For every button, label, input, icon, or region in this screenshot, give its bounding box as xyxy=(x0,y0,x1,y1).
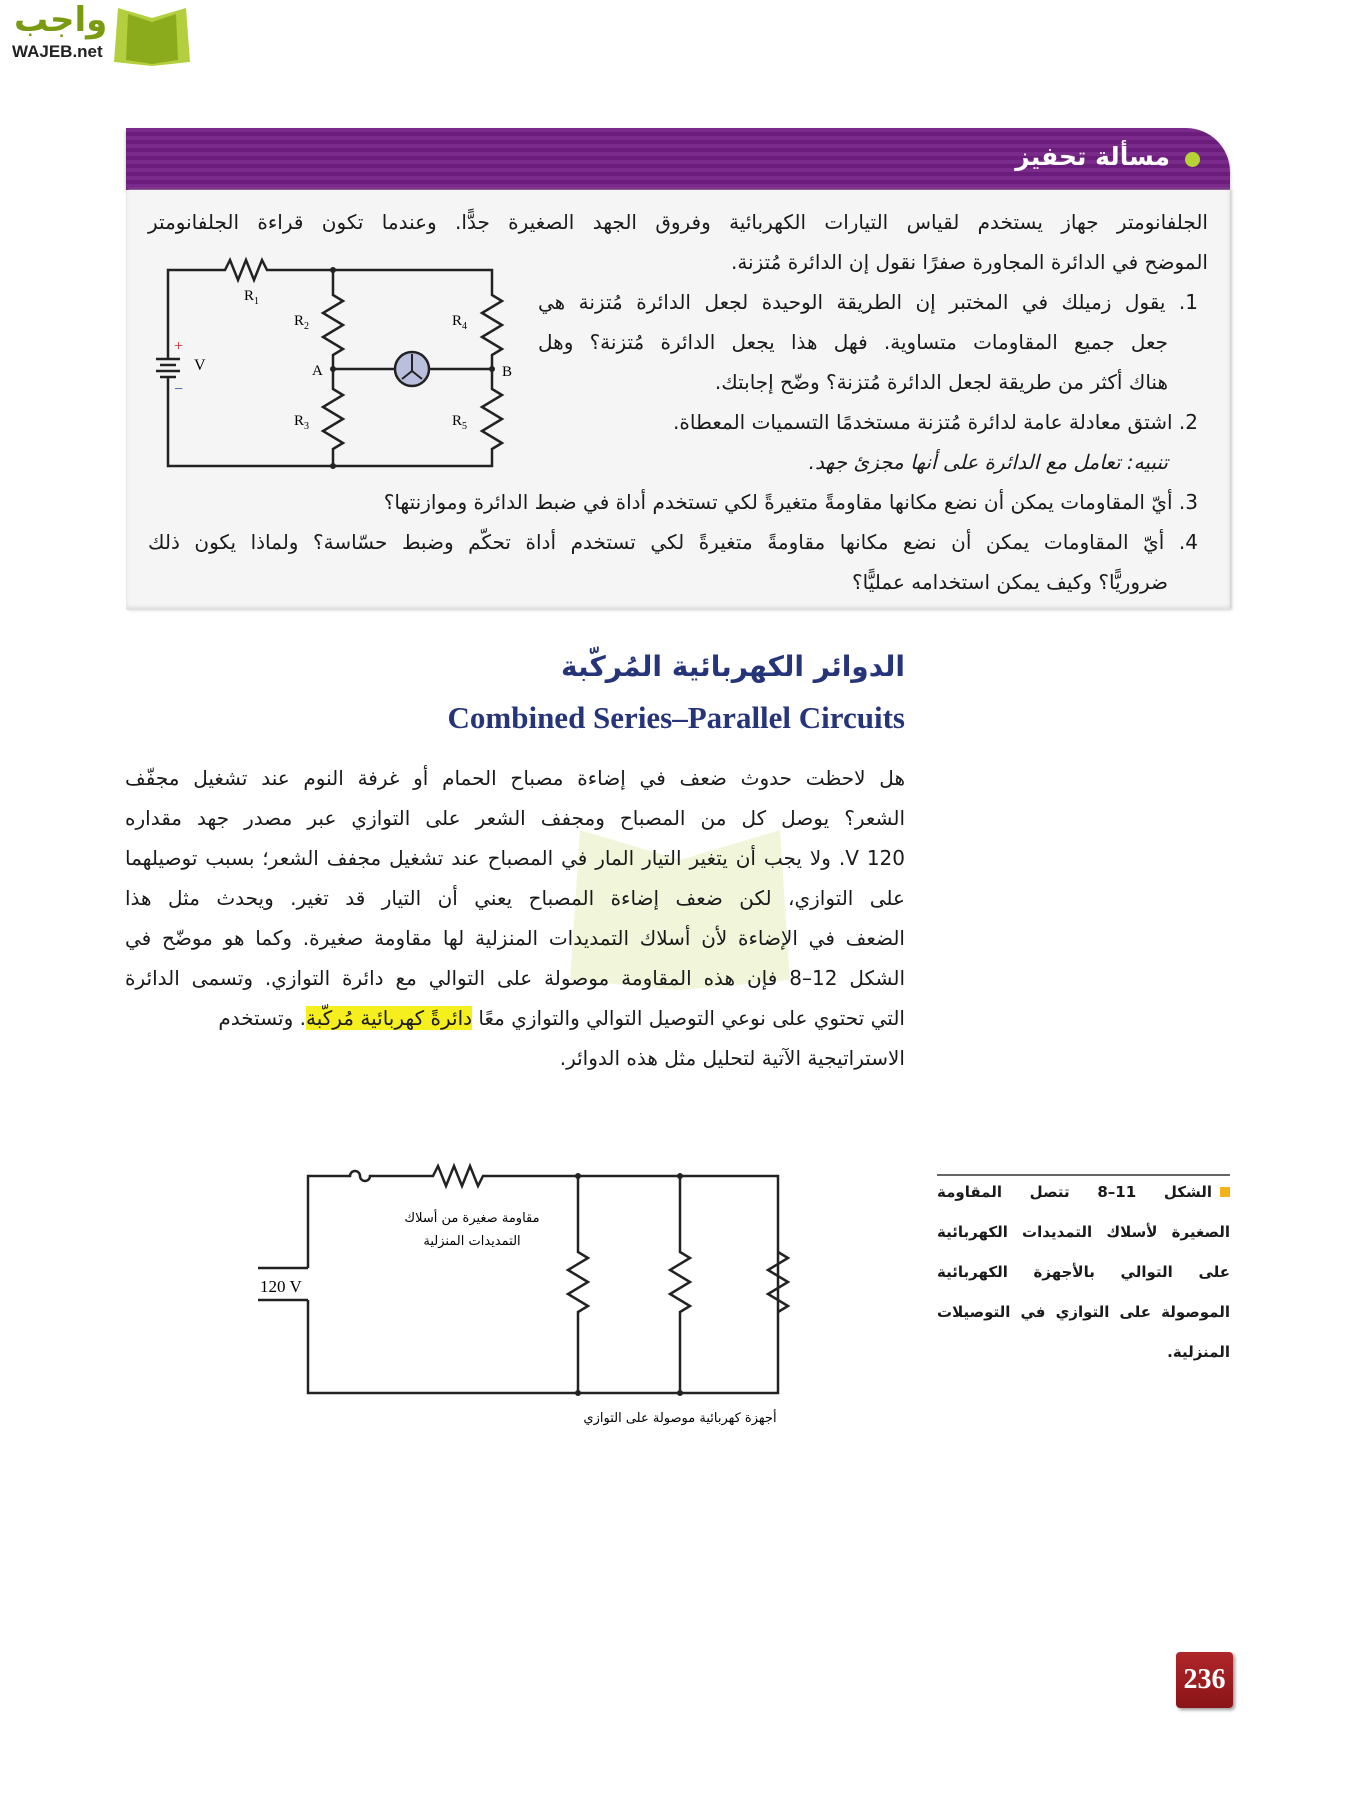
square-bullet-icon xyxy=(1220,1187,1230,1197)
figure-caption: على التوالي بالأجهزة الكهربائية xyxy=(937,1263,1230,1281)
label-b: B xyxy=(502,364,513,380)
label-r3: R xyxy=(294,413,305,429)
question-4: ضروريًّا؟ وكيف يمكن استخدامه عمليًّا؟ xyxy=(852,570,1168,594)
voltage-label: 120 V xyxy=(260,1277,302,1296)
figure-caption: الشكل 11–8 تتصل المقاومة xyxy=(937,1183,1230,1201)
page-number: 236 xyxy=(1176,1652,1233,1708)
wire-resistance-label: التمديدات المنزلية xyxy=(423,1234,521,1249)
body-line: الضعف في الإضاءة لأن أسلاك التمديدات المنزلية لها مقاومة صغيرة. وكما هو موضّح في xyxy=(125,926,905,950)
body-line: الشعر؟ يوصل كل من المصباح ومجفف الشعر على التوازي عبر مصدر جهد مقداره xyxy=(125,806,905,830)
challenge-title: مسألة تحفيز xyxy=(1015,142,1170,171)
svg-text:4: 4 xyxy=(462,321,467,332)
question-3: 3. أيّ المقاومات يمكن أن نضع مكانها مقاومةً متغيرةً لكي تستخدم أداة في ضبط الدائرة وموازنتها؟ xyxy=(383,490,1198,514)
devices-label: أجهزة كهربائية موصولة على التوازي xyxy=(583,1411,777,1426)
bridge-circuit-diagram xyxy=(140,255,520,480)
svg-text:5: 5 xyxy=(462,421,467,432)
svg-text:−: − xyxy=(174,381,184,398)
body-line: 120 V. ولا يجب أن يتغير التيار المار في المصباح عند تشغيل مجفف الشعر؛ بسبب توصيلهما xyxy=(125,846,905,870)
book-icon xyxy=(108,6,196,68)
svg-text:2: 2 xyxy=(304,321,309,332)
body-line: على التوازي، لكن ضعف إضاءة المصباح يعني أن التيار قد تغير. ويحدث مثل هذا xyxy=(125,886,905,910)
challenge-header xyxy=(126,128,1230,190)
key-term-highlight: دائرةً كهربائية مُركّبة xyxy=(305,1006,473,1030)
question-2: 2. اشتق معادلة عامة لدائرة مُتزنة مستخدمًا التسميات المعطاة. xyxy=(673,410,1198,434)
intro-line: الموضح في الدائرة المجاورة صفرًا نقول إن الدائرة مُتزنة. xyxy=(730,250,1208,274)
label-r4: R xyxy=(452,313,463,329)
section-title-arabic: الدوائر الكهربائية المُركّبة xyxy=(561,650,905,683)
question-1: 1. يقول زميلك في المختبر إن الطريقة الوحيدة لجعل الدائرة مُتزنة هي xyxy=(538,290,1198,314)
svg-text:+: + xyxy=(174,338,184,355)
intro-line: الجلفانومتر جهاز يستخدم لقياس التيارات الكهربائية وفروق الجهد الصغيرة جدًّا. وعندما تكون قراءة الجلفانومتر xyxy=(148,210,1208,234)
figure-caption: الصغيرة لأسلاك التمديدات الكهربائية xyxy=(937,1223,1230,1241)
bullet-dot-icon xyxy=(1185,152,1200,167)
label-r2: R xyxy=(294,313,305,329)
body-line: هل لاحظت حدوث ضعف في إضاءة مصباح الحمام أو غرفة النوم عند تشغيل مجفّف xyxy=(125,766,905,790)
wire-resistance-label: مقاومة صغيرة من أسلاك xyxy=(404,1211,540,1226)
household-circuit-diagram xyxy=(250,1160,810,1430)
question-1: جعل جميع المقاومات متساوية. فهل هذا يجعل الدائرة مُتزنة؟ وهل xyxy=(538,330,1168,354)
wajeb-logo: واجب WAJEB.net xyxy=(8,4,193,70)
section-title-english: Combined Series–Parallel Circuits xyxy=(447,700,905,735)
figure-caption: الموصولة على التوازي في التوصيلات xyxy=(937,1303,1230,1321)
svg-text:3: 3 xyxy=(304,421,309,432)
question-4: 4. أيّ المقاومات يمكن أن نضع مكانها مقاومةً متغيرةً لكي تستخدم أداة تحكّم وضبط حسّاسة؟ ولماذا يكون ذلك xyxy=(148,530,1198,554)
hint: تنبيه: تعامل مع الدائرة على أنها مجزئ جهد. xyxy=(808,450,1168,474)
svg-text:1: 1 xyxy=(254,296,259,307)
figure-caption: المنزلية. xyxy=(1167,1343,1230,1361)
caption-divider xyxy=(937,1174,1230,1176)
label-v: V xyxy=(194,357,206,374)
label-r1: R xyxy=(244,288,255,304)
label-r5: R xyxy=(452,413,463,429)
question-1: هناك أكثر من طريقة لجعل الدائرة مُتزنة؟ وضّح إجابتك. xyxy=(714,370,1168,394)
body-line: التي تحتوي على نوعي التوصيل التوالي والتوازي معًا دائرةً كهربائية مُركّبة. وتستخدم xyxy=(218,1006,905,1030)
body-line: الاستراتيجية الآتية لتحليل مثل هذه الدوائر. xyxy=(559,1046,905,1070)
label-a: A xyxy=(312,363,323,379)
body-line: الشكل 12–8 فإن هذه المقاومة موصولة على التوالي مع دائرة التوازي. وتسمى الدائرة xyxy=(125,966,906,990)
